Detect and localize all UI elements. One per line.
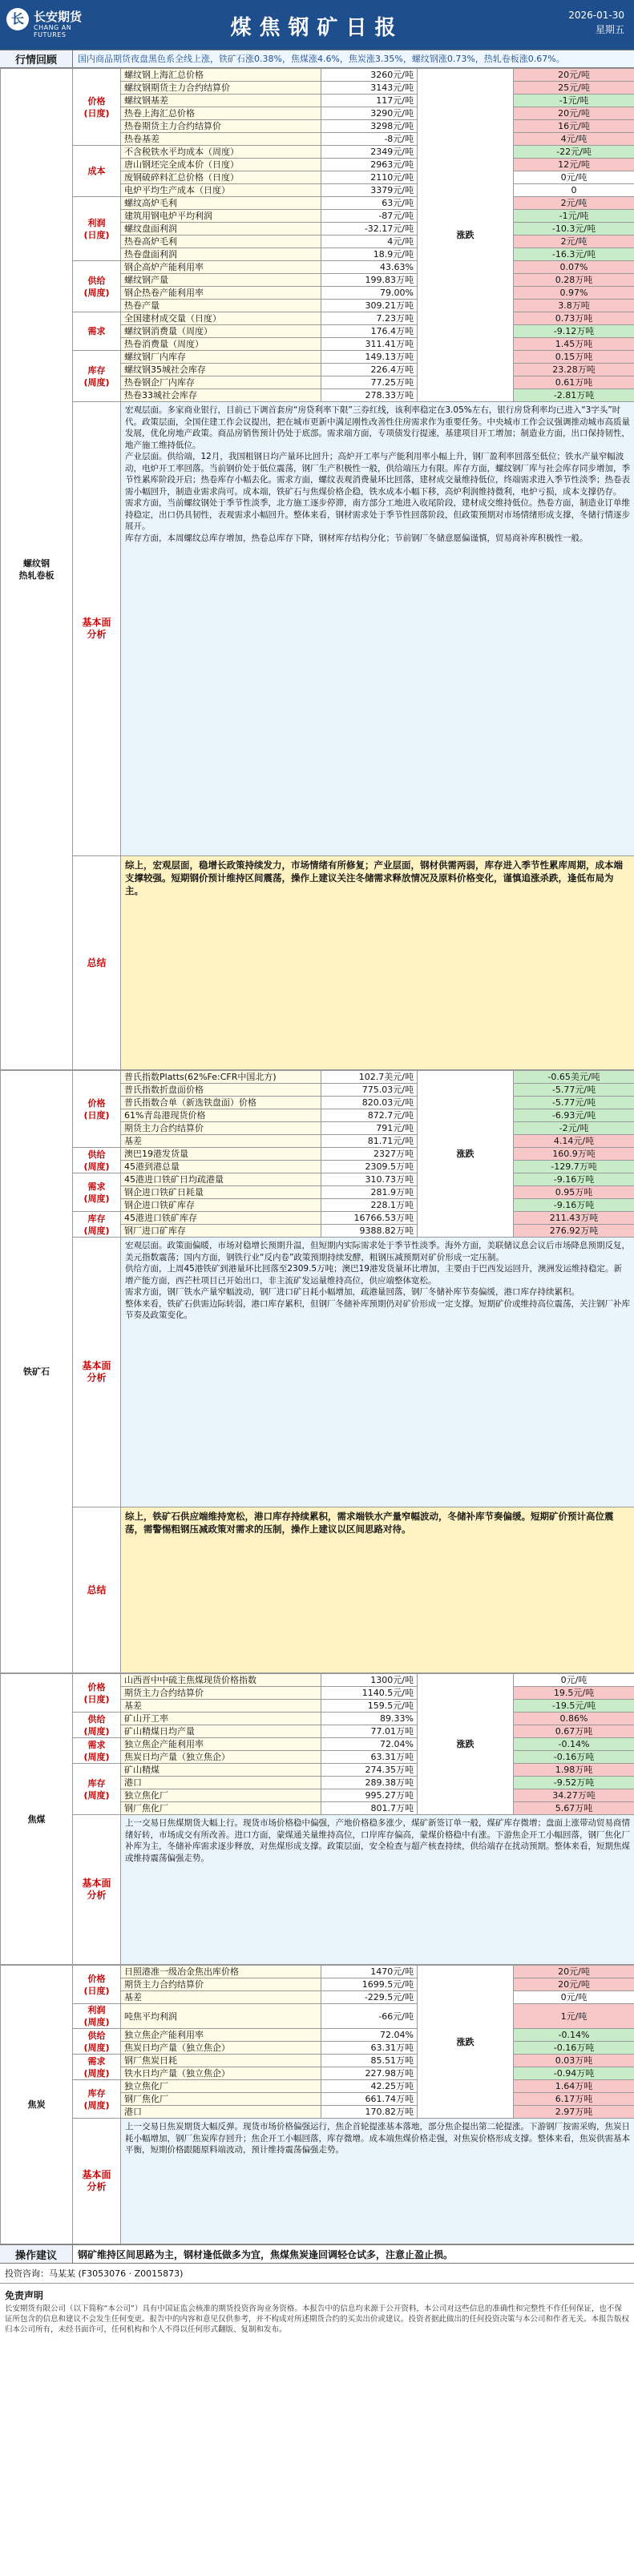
ore-section	[0, 1070, 634, 1673]
indicator-change: -2.81万吨	[514, 389, 634, 402]
indicator-value: 775.03元/吨	[321, 1084, 418, 1097]
table-row	[1, 2055, 634, 2067]
indicator-name: 螺纹钢消费量（周度）	[121, 325, 321, 338]
op-label: 操作建议	[0, 2245, 73, 2263]
indicator-change: 19.5元/吨	[514, 1687, 634, 1700]
analysis-label: 基本面 分析	[73, 2119, 121, 2244]
indicator-change: 20元/吨	[514, 1966, 634, 1978]
indicator-name: 期货主力合约结算价	[121, 1122, 321, 1135]
indicator-change: 6.17万吨	[514, 2093, 634, 2106]
analysis-row	[1, 1238, 634, 1507]
indicator-value: 228.1万吨	[321, 1199, 418, 1212]
analysis-row	[1, 1815, 634, 1965]
table-row	[1, 1173, 634, 1186]
op-text: 钢矿维持区间思路为主，钢材逢低做多为宜，焦煤焦炭逢回调轻仓试多，注意止盈止损。	[78, 2249, 454, 2260]
indicator-value: 42.25万吨	[321, 2080, 418, 2093]
commodity-label: 螺纹钢 热轧卷板	[1, 69, 73, 1070]
commodity-label: 焦炭	[1, 1966, 73, 2244]
indicator-change: 34.27万吨	[514, 1789, 634, 1802]
indicator-name: 热卷基差	[121, 133, 321, 146]
indicator-value: 170.82万吨	[321, 2106, 418, 2119]
indicator-name: 普氏指数Platts(62%Fe:CFR中国北方)	[121, 1071, 321, 1084]
summary-text: 综上，宏观层面，稳增长政策持续发力，市场情绪有所修复；产业层面，钢材供需两弱，库存进入季节性累库周期，成本端支撑较强。短期钢价预计维持区间震荡，操作上建议关注冬储需求释放情况及原料价格变化，谨慎追涨杀跌，逢低布局为主。	[121, 856, 634, 1070]
indicator-change: -9.52万吨	[514, 1777, 634, 1789]
operation-advice	[0, 2244, 634, 2264]
recap-label: 行情回顾	[0, 50, 73, 67]
analyst-info: 投资咨询：马某某 (F3053076 · Z0015873)	[0, 2264, 634, 2284]
indicator-value: 1470元/吨	[321, 1966, 418, 1978]
indicator-change: -22元/吨	[514, 146, 634, 159]
indicator-value: 872.7元/吨	[321, 1109, 418, 1122]
indicator-name: 45港到港总量	[121, 1161, 321, 1173]
indicator-change: -9.16万吨	[514, 1199, 634, 1212]
indicator-name: 螺纹钢期货主力合约结算价	[121, 82, 321, 95]
indicator-name: 废钢破碎料汇总价格（日度）	[121, 171, 321, 184]
indicator-name: 日照港准一级冶金焦出库价格	[121, 1966, 321, 1978]
indicator-name: 热卷盘面利润	[121, 248, 321, 261]
indicator-value: 2963元/吨	[321, 159, 418, 171]
indicator-change: 20元/吨	[514, 69, 634, 82]
indicator-name: 澳巴19港发货量	[121, 1148, 321, 1161]
indicator-value: 89.33%	[321, 1713, 418, 1725]
indicator-name: 普氏指数折盘面价格	[121, 1084, 321, 1097]
indicator-value: 72.04%	[321, 1738, 418, 1751]
indicator-value: 310.73万吨	[321, 1173, 418, 1186]
indicator-value: 1140.5元/吨	[321, 1687, 418, 1700]
indicator-name: 焦炭日均产量（独立焦企）	[121, 1751, 321, 1764]
indicator-change: 211.43万吨	[514, 1212, 634, 1225]
group-label: 库存 (周度)	[73, 2080, 121, 2119]
analysis-text: 上一交易日焦煤期货大幅上行。现货市场价格稳中偏强，产地价格稳多涨少，煤矿新签订单一般，煤矿库存微增；盘面上涨带动贸易商情绪好转，市场成交有所改善。进口方面，蒙煤通关量维持高位，口岸库存偏高，蒙煤价格稳中有涨。下游焦企开工小幅回落，钢厂焦化厂补库为主，冬储补库需求逐步释放，对焦煤形成支撑。政策层面，安全检查与超产核查持续，供给端存在扰动预期。整体来看，短期焦煤或维持震荡偏强走势。	[121, 1815, 634, 1965]
indicator-change: 1.45万吨	[514, 338, 634, 351]
indicator-change: -1元/吨	[514, 210, 634, 223]
indicator-change: 276.92万吨	[514, 1225, 634, 1238]
indicator-name: 矿山精煤	[121, 1764, 321, 1777]
analysis-label: 基本面 分析	[73, 1815, 121, 1965]
indicator-change: -129.7万吨	[514, 1161, 634, 1173]
indicator-name: 独立焦化厂	[121, 2080, 321, 2093]
indicator-change: 3.8万吨	[514, 300, 634, 312]
indicator-change: 1.64万吨	[514, 2080, 634, 2093]
change-tag: 涨跌	[418, 1674, 514, 1815]
indicator-name: 基差	[121, 1700, 321, 1713]
table-row	[1, 312, 634, 325]
indicator-change: 16元/吨	[514, 120, 634, 133]
indicator-value: 3298元/吨	[321, 120, 418, 133]
coke-section	[0, 1965, 634, 2244]
table-row	[1, 197, 634, 210]
indicator-name: 独立焦企产能利用率	[121, 2029, 321, 2042]
indicator-change: 0.03万吨	[514, 2055, 634, 2067]
group-label: 库存 (周度)	[73, 1764, 121, 1815]
table-row	[1, 2029, 634, 2042]
indicator-name: 期货主力合约结算价	[121, 1978, 321, 1991]
indicator-value: 661.74万吨	[321, 2093, 418, 2106]
table-row	[1, 1148, 634, 1161]
indicator-change: 0元/吨	[514, 1674, 634, 1687]
group-label: 供给 (周度)	[73, 1148, 121, 1173]
table-row	[1, 1212, 634, 1225]
indicator-name: 螺纹盘面利润	[121, 223, 321, 235]
indicator-name: 铁水日均产量（独立焦企）	[121, 2067, 321, 2080]
disclaimer-title: 免责声明	[5, 2290, 44, 2301]
group-label: 供给 (周度)	[73, 1713, 121, 1738]
indicator-change: 0.15万吨	[514, 351, 634, 364]
recap-text: 国内商品期货夜盘黑色系全线上涨，铁矿石涨0.38%，焦煤涨4.6%，焦炭涨3.35%，螺纹钢涨0.73%，热轧卷板涨0.67%。	[73, 50, 634, 67]
indicator-change: 20元/吨	[514, 107, 634, 120]
indicator-value: 159.5元/吨	[321, 1700, 418, 1713]
indicator-value: 1300元/吨	[321, 1674, 418, 1687]
indicator-value: 7.23万吨	[321, 312, 418, 325]
group-label: 价格 (日度)	[73, 69, 121, 146]
indicator-value: -87元/吨	[321, 210, 418, 223]
indicator-name: 普氏指数合单（新选铁盘面）价格	[121, 1097, 321, 1109]
table-row	[1, 261, 634, 274]
summary-label: 总结	[73, 856, 121, 1070]
analysis-text: 宏观层面。政策面偏暖，市场对稳增长预期升温，但短期内实际需求处于季节性淡季。海外方面，美联储议息会议后市场降息预期反复，美元指数震荡；国内方面，钢铁行业“反内卷”政策预期持续发酵，粗钢压减预期对矿价形成一定压制。 供给方面，上周45港铁矿到港量环比回落至2309.5万吨；澳巴19港发货量环比增加，主要由于巴西发运回升，澳洲发运维持稳定。新增产能方面，西芒杜项目已开始出口，非主流矿发运量维持高位，供应端整体宽松。 需求方面，钢厂铁水产量窄幅波动，钢厂进口矿日耗小幅增加，疏港量回落，钢厂冬储补库节奏偏缓，港口库存持续累积。 整体来看，铁矿石供需边际转弱，港口库存累积，但钢厂冬储补库预期仍对矿价形成一定支撑。短期矿价或维持高位震荡，关注钢厂补库节奏及政策变化。	[121, 1238, 634, 1507]
indicator-value: -32.17元/吨	[321, 223, 418, 235]
indicator-value: 102.7美元/吨	[321, 1071, 418, 1084]
indicator-change: 0.95万吨	[514, 1186, 634, 1199]
commodity-label: 铁矿石	[1, 1071, 73, 1673]
indicator-value: 1699.5元/吨	[321, 1978, 418, 1991]
analysis-row	[1, 402, 634, 856]
analysis-text: 上一交易日焦炭期货大幅反弹。现货市场价格偏强运行，焦企首轮提涨基本落地，部分焦企提出第二轮提涨。下游钢厂按需采购，焦炭日耗小幅增加，钢厂焦炭库存回升；焦企开工小幅回落，库存微增。成本端焦煤价格走强，对焦炭价格形成支撑。整体来看，焦炭供需基本平衡，短期价格跟随原料端波动，预计维持震荡偏强走势。	[121, 2119, 634, 2244]
indicator-name: 港口	[121, 1777, 321, 1789]
indicator-name: 钢厂焦化厂	[121, 2093, 321, 2106]
indicator-value: 289.38万吨	[321, 1777, 418, 1789]
logo-cn-text: 长安期货	[34, 10, 83, 24]
indicator-value: 3290元/吨	[321, 107, 418, 120]
indicator-change: -6.93元/吨	[514, 1109, 634, 1122]
indicator-name: 钢企进口铁矿日耗量	[121, 1186, 321, 1199]
indicator-value: 4元/吨	[321, 235, 418, 248]
summary-label: 总结	[73, 1507, 121, 1673]
analysis-label: 基本面 分析	[73, 1238, 121, 1507]
indicator-value: 2327万吨	[321, 1148, 418, 1161]
logo-mark-icon: 长	[6, 8, 29, 30]
indicator-name: 热卷消费量（周度）	[121, 338, 321, 351]
table-row	[1, 351, 634, 364]
indicator-change: 0	[514, 184, 634, 197]
indicator-value: 18.9元/吨	[321, 248, 418, 261]
indicator-value: 63.31万吨	[321, 2042, 418, 2055]
commodity-sections	[0, 68, 634, 2244]
indicator-value: 85.51万吨	[321, 2055, 418, 2067]
indicator-change: 0元/吨	[514, 1991, 634, 2004]
indicator-change: 0.86%	[514, 1713, 634, 1725]
indicator-value: 2309.5万吨	[321, 1161, 418, 1173]
indicator-change: 0.73万吨	[514, 312, 634, 325]
group-label: 价格 (日度)	[73, 1674, 121, 1713]
indicator-change: -0.94万吨	[514, 2067, 634, 2080]
analysis-row	[1, 2119, 634, 2244]
indicator-change: -16.3元/吨	[514, 248, 634, 261]
indicator-value: 117元/吨	[321, 95, 418, 107]
report-weekday: 星期五	[595, 24, 624, 35]
indicator-change: -19.5元/吨	[514, 1700, 634, 1713]
indicator-value: 2349元/吨	[321, 146, 418, 159]
indicator-value: 995.27万吨	[321, 1789, 418, 1802]
indicator-change: 23.28万吨	[514, 364, 634, 376]
indicator-change: 12元/吨	[514, 159, 634, 171]
table-row	[1, 1764, 634, 1777]
indicator-change: 2元/吨	[514, 197, 634, 210]
indicator-change: 25元/吨	[514, 82, 634, 95]
indicator-change: 0.28万吨	[514, 274, 634, 287]
indicator-value: 278.33万吨	[321, 389, 418, 402]
group-label: 需求 (周度)	[73, 2055, 121, 2080]
indicator-value: 149.13万吨	[321, 351, 418, 364]
group-label: 利润 (日度)	[73, 197, 121, 261]
indicator-name: 钢厂焦化厂	[121, 1802, 321, 1815]
indicator-change: -5.77元/吨	[514, 1084, 634, 1097]
indicator-name: 钢厂进口矿库存	[121, 1225, 321, 1238]
table-row	[1, 146, 634, 159]
indicator-change: 160.9万吨	[514, 1148, 634, 1161]
commodity-label: 焦煤	[1, 1674, 73, 1965]
indicator-value: -8元/吨	[321, 133, 418, 146]
indicator-value: 226.4万吨	[321, 364, 418, 376]
indicator-value: 63元/吨	[321, 197, 418, 210]
summary-row	[1, 1507, 634, 1673]
table-row	[1, 1738, 634, 1751]
coal-section	[0, 1673, 634, 1965]
indicator-value: -66元/吨	[321, 2004, 418, 2029]
market-recap	[0, 50, 634, 68]
group-label: 需求 (周度)	[73, 1173, 121, 1212]
indicator-name: 61%青岛港现货价格	[121, 1109, 321, 1122]
indicator-change: -5.77元/吨	[514, 1097, 634, 1109]
indicator-change: 0.61万吨	[514, 376, 634, 389]
indicator-name: 焦炭日均产量（独立焦企）	[121, 2042, 321, 2055]
group-label: 利润 (周度)	[73, 2004, 121, 2029]
indicator-value: 63.31万吨	[321, 1751, 418, 1764]
indicator-change: -0.14%	[514, 1738, 634, 1751]
indicator-name: 螺纹钢基差	[121, 95, 321, 107]
indicator-name: 全国建材成交量（日度）	[121, 312, 321, 325]
indicator-name: 钢企热卷产能利用率	[121, 287, 321, 300]
indicator-change: -1元/吨	[514, 95, 634, 107]
indicator-name: 热卷钢企厂内库存	[121, 376, 321, 389]
indicator-value: 2110元/吨	[321, 171, 418, 184]
indicator-name: 基差	[121, 1991, 321, 2004]
indicator-name: 热卷33城社会库存	[121, 389, 321, 402]
indicator-change: 1.98万吨	[514, 1764, 634, 1777]
indicator-name: 螺纹钢厂内库存	[121, 351, 321, 364]
indicator-value: 72.04%	[321, 2029, 418, 2042]
summary-text: 综上，铁矿石供应端维持宽松，港口库存持续累积，需求端铁水产量窄幅波动，冬储补库节奏偏缓。短期矿价预计高位震荡，需警惕粗钢压减政策对需求的压制，操作上建议以区间思路对待。	[121, 1507, 634, 1673]
indicator-name: 螺纹高炉毛利	[121, 197, 321, 210]
indicator-name: 建筑用钢电炉平均利润	[121, 210, 321, 223]
indicator-value: 3143元/吨	[321, 82, 418, 95]
indicator-name: 矿山开工率	[121, 1713, 321, 1725]
indicator-value: 274.35万吨	[321, 1764, 418, 1777]
indicator-name: 基差	[121, 1135, 321, 1148]
group-label: 需求	[73, 312, 121, 351]
table-row	[1, 1071, 634, 1084]
indicator-name: 不含税铁水平均成本（周度）	[121, 146, 321, 159]
indicator-name: 独立焦企产能利用率	[121, 1738, 321, 1751]
indicator-value: 227.98万吨	[321, 2067, 418, 2080]
indicator-value: -229.5元/吨	[321, 1991, 418, 2004]
group-label: 价格 (日度)	[73, 1071, 121, 1148]
report-header	[0, 0, 634, 50]
report-date-block	[568, 8, 624, 37]
indicator-value: 199.83万吨	[321, 274, 418, 287]
indicator-value: 77.01万吨	[321, 1725, 418, 1738]
indicator-change: 5.67万吨	[514, 1802, 634, 1815]
indicator-value: 281.9万吨	[321, 1186, 418, 1199]
indicator-change: 4.14元/吨	[514, 1135, 634, 1148]
indicator-name: 螺纹钢35城社会库存	[121, 364, 321, 376]
indicator-change: 20元/吨	[514, 1978, 634, 1991]
indicator-value: 16766.53万吨	[321, 1212, 418, 1225]
table-row	[1, 2004, 634, 2029]
indicator-change: -9.12万吨	[514, 325, 634, 338]
indicator-value: 9388.82万吨	[321, 1225, 418, 1238]
indicator-change: -0.14%	[514, 2029, 634, 2042]
analysis-text: 宏观层面。多家商业银行，目前已下调首套房“房贷利率下限”三券红线，该利率稳定在3.05%左右，银行房贷利率均已进入“3字头”时代。政策层面，全国住建工作会议提出，把在城市更新中满足刚性改善性住房需求作为重要任务。中央城市工作会议强调推动城市高质量发展，优化房地产政策。商品房销售预计仍处于底部。需求端方面，专项债发行提速，基建项目开工增加；制造业方面，出口保持韧性，地产施工维持低位。 产业层面。供给端，12月，我国粗钢日均产量环比回升；高炉开工率与产能利用率小幅上升，钢厂盈利率回落至低位；铁水产量窄幅波动，电炉开工率回落。当前钢价处于低位震荡，钢厂生产积极性一般，供给端压力有限。库存方面，螺纹钢厂库与社会库存同步增加，季节性累库阶段开启；热卷库存小幅去化。需求方面，螺纹表观消费量环比回落，建材成交量维持低位，终端需求进入季节性淡季；热卷表需小幅回升，制造业需求尚可。成本端，铁矿石与焦煤价格企稳，铁水成本小幅下移，高炉利润维持微利，电炉亏损，成本支撑仍存。 需求方面，当前螺纹钢处于季节性淡季，北方施工逐步停滞，南方部分工地进入收尾阶段，建材成交维持低位。热卷方面，制造业订单维持稳定，出口仍具韧性，表观需求小幅回升。整体来看，钢材需求处于季节性回落阶段，但政策预期对市场情绪形成支撑，冬储行情逐步展开。 库存方面，本周螺纹总库存增加，热卷总库存下降，钢材库存结构分化；节前钢厂冬储意愿偏谨慎，贸易商补库积极性一般。	[121, 402, 634, 856]
indicator-value: 311.41万吨	[321, 338, 418, 351]
group-label: 供给 (周度)	[73, 261, 121, 312]
indicator-name: 港口	[121, 2106, 321, 2119]
indicator-name: 期货主力合约结算价	[121, 1687, 321, 1700]
table-row	[1, 69, 634, 82]
change-tag: 涨跌	[418, 1071, 514, 1238]
indicator-name: 螺纹钢上海汇总价格	[121, 69, 321, 82]
indicator-change: -0.16万吨	[514, 2042, 634, 2055]
table-row	[1, 1713, 634, 1725]
indicator-name: 热卷上海汇总价格	[121, 107, 321, 120]
group-label: 需求 (周度)	[73, 1738, 121, 1764]
indicator-name: 矿山精煤日均产量	[121, 1725, 321, 1738]
indicator-name: 热卷期货主力合约结算价	[121, 120, 321, 133]
indicator-name: 独立焦化厂	[121, 1789, 321, 1802]
indicator-change: 2.97万吨	[514, 2106, 634, 2119]
indicator-change: 1元/吨	[514, 2004, 634, 2029]
change-tag: 涨跌	[418, 1966, 514, 2119]
report-date: 2026-01-30	[568, 10, 624, 21]
indicator-change: 0.97%	[514, 287, 634, 300]
indicator-name: 电炉平均生产成本（日度）	[121, 184, 321, 197]
indicator-value: 801.7万吨	[321, 1802, 418, 1815]
table-row	[1, 1674, 634, 1687]
table-row	[1, 2080, 634, 2093]
indicator-name: 螺纹钢产量	[121, 274, 321, 287]
indicator-value: 3379元/吨	[321, 184, 418, 197]
indicator-name: 唐山钢坯完全成本价（日度）	[121, 159, 321, 171]
indicator-name: 吨焦平均利润	[121, 2004, 321, 2029]
indicator-value: 176.4万吨	[321, 325, 418, 338]
indicator-change: 0元/吨	[514, 171, 634, 184]
indicator-change: -0.16万吨	[514, 1751, 634, 1764]
indicator-change: -10.3元/吨	[514, 223, 634, 235]
group-label: 成本	[73, 146, 121, 197]
indicator-value: 43.63%	[321, 261, 418, 274]
indicator-value: 3260元/吨	[321, 69, 418, 82]
indicator-change: -9.16万吨	[514, 1173, 634, 1186]
indicator-name: 45港进口铁矿日均疏港量	[121, 1173, 321, 1186]
logo-en-text: CHANG AN FUTURES	[34, 24, 72, 38]
indicator-name: 热卷高炉毛利	[121, 235, 321, 248]
indicator-value: 820.03元/吨	[321, 1097, 418, 1109]
indicator-value: 791元/吨	[321, 1122, 418, 1135]
indicator-change: 2元/吨	[514, 235, 634, 248]
group-label: 库存 (周度)	[73, 1212, 121, 1238]
indicator-change: -0.65美元/吨	[514, 1071, 634, 1084]
change-tag: 涨跌	[418, 69, 514, 402]
indicator-value: 81.71元/吨	[321, 1135, 418, 1148]
steel-section	[0, 68, 634, 1070]
analysis-label: 基本面 分析	[73, 402, 121, 856]
indicator-name: 45港进口铁矿库存	[121, 1212, 321, 1225]
indicator-name: 钢企高炉产能利用率	[121, 261, 321, 274]
disclaimer-text: 长安期货有限公司（以下简称“本公司”）具有中国证监会核准的期货投资咨询业务资格。本报告中的信息均来源于公开资料，本公司对这些信息的准确性和完整性不作任何保证，也不保证所包含的信息和建议不会发生任何变更。报告中的内容和意见仅供参考，并不构成对所述期货合约的买卖出价或建议。投资者据此做出的任何投资决策与本公司和作者无关。本报告版权归本公司所有，未经书面许可，任何机构和个人不得以任何形式翻版、复制和发布。	[5, 2304, 630, 2334]
indicator-change: 4元/吨	[514, 133, 634, 146]
group-label: 供给 (周度)	[73, 2029, 121, 2055]
indicator-change: 0.07%	[514, 261, 634, 274]
group-label: 库存 (周度)	[73, 351, 121, 402]
indicator-name: 山西晋中中硫主焦煤现货价格指数	[121, 1674, 321, 1687]
indicator-name: 钢企进口铁矿库存	[121, 1199, 321, 1212]
indicator-name: 钢厂焦炭日耗	[121, 2055, 321, 2067]
indicator-change: 0.67万吨	[514, 1725, 634, 1738]
summary-row	[1, 856, 634, 1070]
group-label: 价格 (日度)	[73, 1966, 121, 2004]
indicator-value: 77.25万吨	[321, 376, 418, 389]
indicator-change: -2元/吨	[514, 1122, 634, 1135]
report-title: 煤焦钢矿日报	[230, 16, 404, 40]
indicator-value: 309.21万吨	[321, 300, 418, 312]
indicator-value: 79.00%	[321, 287, 418, 300]
indicator-name: 热卷产量	[121, 300, 321, 312]
table-row	[1, 1966, 634, 1978]
